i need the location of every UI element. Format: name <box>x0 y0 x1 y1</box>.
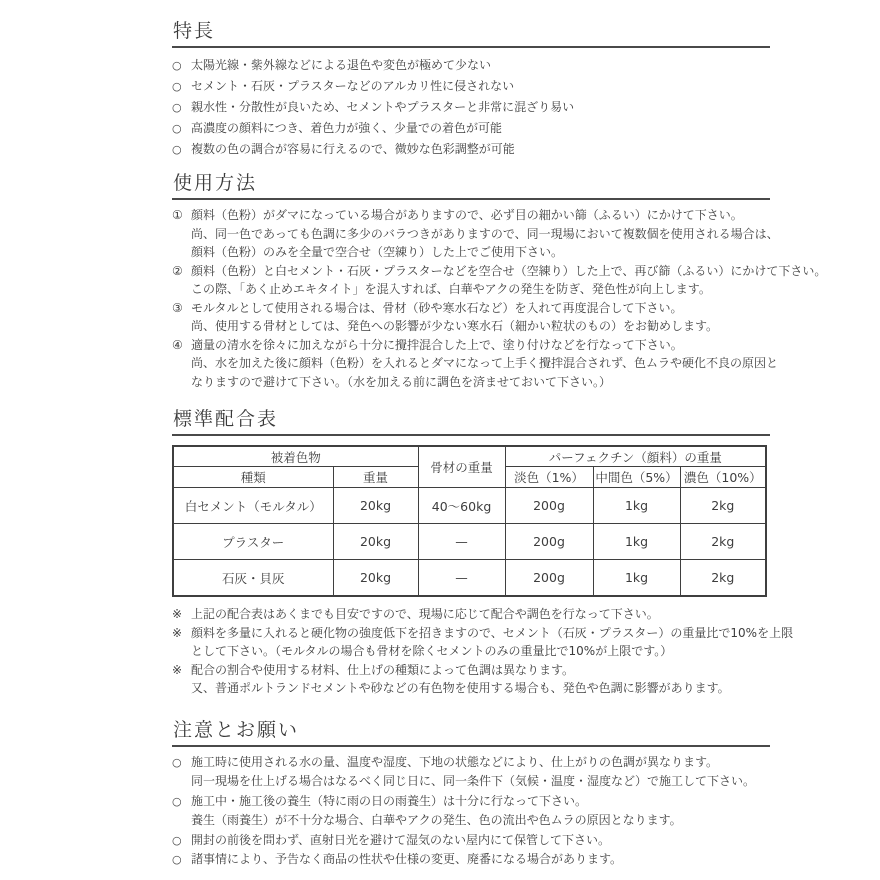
caution-text: 諸事情により、予告なく商品の性状や仕様の変更、廃番になる場合があります。 <box>191 852 623 866</box>
list-item <box>172 139 770 160</box>
note-text: 又、普通ポルトランドセメントや砂などの有色物を使用する場合も、発色や色調に影響があります。 <box>191 681 730 695</box>
section-cautions <box>172 719 770 870</box>
section-usage <box>172 172 827 391</box>
list-item <box>172 262 827 281</box>
list-item <box>172 373 770 392</box>
usage-text: 顔料（色粉）がダマになっている場合がありますので、必ず目の細かい篩（ふるい）にかけて下さい。 <box>191 208 743 222</box>
cell-weight: 20kg <box>333 560 418 597</box>
circle-bullet-icon: ○ <box>172 755 182 769</box>
table-row <box>173 524 766 560</box>
indent-spacer <box>172 317 191 336</box>
cell-weight: 20kg <box>333 524 418 560</box>
list-item <box>172 317 770 336</box>
table-row <box>173 560 766 597</box>
list-item <box>172 118 770 139</box>
reference-mark-icon: ※ <box>172 607 183 621</box>
note-item <box>172 642 770 661</box>
usage-text: 尚、同一色であっても色調に多少のバラつきがありますので、同一現場において複数個を使用される場合は、 <box>191 226 779 241</box>
reference-mark-icon: ※ <box>172 662 183 677</box>
note-item <box>172 624 794 643</box>
mixing-notes <box>172 605 794 698</box>
usage-text: 適量の清水を徐々に加えながら十分に攪拌混合した上で、塗り付けなどを行なって下さい。 <box>191 337 683 352</box>
list-item <box>172 831 770 851</box>
table-row <box>173 488 766 524</box>
note-text: 配合の割合や使用する材料、仕上げの種類によって色調は異なります。 <box>191 662 575 677</box>
feature-text: 親水性・分散性が良いため、セメントやプラスターと非常に混ざり易い <box>191 100 575 114</box>
list-item <box>172 206 770 225</box>
indent-spacer <box>172 280 191 299</box>
list-item <box>172 792 770 812</box>
note-text: として下さい。（モルタルの場合も骨材を除くセメントのみの重量比で10%が上限です。） <box>191 644 673 658</box>
circle-bullet-icon: ○ <box>172 80 182 93</box>
list-item <box>172 280 770 299</box>
note-text: 上記の配合表はあくまでも目安ですので、現場に応じて配合や調色を行なって下さい。 <box>191 607 659 621</box>
usage-text: なりますので避けて下さい。（水を加える前に調色を済ませておいて下さい。） <box>191 374 612 389</box>
step-number: ④ <box>172 337 183 352</box>
list-item <box>172 243 770 262</box>
cell-medium: 1kg <box>593 560 680 597</box>
circle-bullet-icon: ○ <box>172 853 182 866</box>
circle-bullet-icon: ○ <box>172 122 182 135</box>
col-header-colored-object: 被着色物 <box>173 446 418 467</box>
cell-medium: 1kg <box>593 524 680 560</box>
indent-spacer <box>172 679 191 698</box>
list-item <box>172 55 770 76</box>
cell-type: プラスター <box>173 524 333 560</box>
cell-medium: 1kg <box>593 488 680 524</box>
indent-spacer <box>172 243 191 262</box>
cell-light: 200g <box>505 524 593 560</box>
caution-text: 開封の前後を問わず、直射日光を避けて湿気のない屋内にて保管して下さい。 <box>191 832 611 847</box>
indent-spacer <box>172 225 191 244</box>
list-item <box>172 354 779 373</box>
reference-mark-icon: ※ <box>172 625 183 640</box>
section-features <box>172 20 770 160</box>
step-number: ② <box>172 263 183 278</box>
indent-spacer <box>172 373 191 392</box>
features-title: 特長 <box>172 20 770 48</box>
cell-light: 200g <box>505 560 593 597</box>
caution-text: 施工時に使用される水の量、温度や湿度、下地の状態などにより、仕上がりの色調が異なります。 <box>191 754 719 769</box>
circle-bullet-icon: ○ <box>172 59 182 72</box>
caution-text: 養生（雨養生）が不十分な場合、白華やアクの発生、色の流出や色ムラの原因となります。 <box>191 813 682 827</box>
cell-weight: 20kg <box>333 488 418 524</box>
col-header-pigment-weight: パーフェクチン（顔料）の重量 <box>505 446 766 467</box>
note-item <box>172 605 770 624</box>
feature-text: 複数の色の調合が容易に行えるので、微妙な色彩調整が可能 <box>191 142 515 156</box>
col-header-weight: 重量 <box>333 467 418 488</box>
cell-dark: 2kg <box>680 560 766 597</box>
cell-type: 石灰・貝灰 <box>173 560 333 597</box>
feature-text: 太陽光線・紫外線などによる退色や変色が極めて少ない <box>191 58 492 72</box>
list-item <box>172 850 770 870</box>
indent-spacer <box>172 642 191 661</box>
list-item <box>172 225 779 244</box>
list-item <box>172 76 770 97</box>
step-number: ① <box>172 208 183 222</box>
circle-bullet-icon: ○ <box>172 794 182 808</box>
indent-spacer <box>172 772 191 792</box>
list-item <box>172 753 770 773</box>
cell-aggregate: — <box>418 524 505 560</box>
col-header-type: 種類 <box>173 467 333 488</box>
usage-title: 使用方法 <box>172 172 770 200</box>
circle-bullet-icon: ○ <box>172 143 182 156</box>
cell-light: 200g <box>505 488 593 524</box>
list-item <box>172 811 770 831</box>
cell-type: 白セメント（モルタル） <box>173 488 333 524</box>
feature-text: 高濃度の顔料につき、着色力が強く、少量での着色が可能 <box>191 121 503 135</box>
step-number: ③ <box>172 300 183 315</box>
usage-text: モルタルとして使用される場合は、骨材（砂や寒水石など）を入れて再度混合して下さい。 <box>191 300 683 315</box>
cell-aggregate: 40～60kg <box>418 488 505 524</box>
features-list <box>172 55 770 160</box>
list-item <box>172 97 770 118</box>
cell-dark: 2kg <box>680 488 766 524</box>
list-item <box>172 336 770 355</box>
list-item <box>172 772 770 792</box>
note-text: 顔料を多量に入れると硬化物の強度低下を招きますので、セメント（石灰・プラスター）の重量比で10%を上限 <box>191 625 794 640</box>
list-item <box>172 299 770 318</box>
caution-text: 施工中・施工後の養生（特に雨の日の雨養生）は十分に行なって下さい。 <box>191 793 588 808</box>
note-item <box>172 679 770 698</box>
cell-dark: 2kg <box>680 524 766 560</box>
cautions-list <box>172 753 770 870</box>
mixing-title: 標準配合表 <box>172 408 770 436</box>
circle-bullet-icon: ○ <box>172 101 182 114</box>
usage-text: 尚、水を加えた後に顔料（色粉）を入れるとダマになって上手く攪拌混合されず、色ムラや硬化不良の原因と <box>191 356 779 370</box>
usage-text: この際、「あく止めエキタイト」を混入すれば、白華やアクの発生を防ぎ、発色性が向上します。 <box>191 282 711 296</box>
col-header-light: 淡色（1%） <box>505 467 593 488</box>
col-header-dark: 濃色（10%） <box>680 467 766 488</box>
circle-bullet-icon: ○ <box>172 833 182 847</box>
usage-text: 顔料（色粉）と白セメント・石灰・プラスターなどを空合せ（空練り）した上で、再び篩（ふるい）にかけて下さい。 <box>191 263 827 278</box>
section-mixing-table <box>172 408 794 698</box>
usage-text: 尚、使用する骨材としては、発色への影響が少ない寒水石（細かい粒状のもの）をお勧めします。 <box>191 319 719 333</box>
caution-text: 同一現場を仕上げる場合はなるべく同じ日に、同一条件下（気候・温度・湿度など）で施工して下さい。 <box>191 774 756 788</box>
col-header-aggregate-weight: 骨材の重量 <box>418 446 505 488</box>
indent-spacer <box>172 354 191 373</box>
cell-aggregate: — <box>418 560 505 597</box>
col-header-medium: 中間色（5%） <box>593 467 680 488</box>
cautions-title: 注意とお願い <box>172 719 770 747</box>
usage-text: 顔料（色粉）のみを全量で空合せ（空練り）した上でご使用下さい。 <box>191 245 564 259</box>
mixing-table <box>172 445 767 597</box>
usage-list <box>172 206 827 391</box>
feature-text: セメント・石灰・プラスターなどのアルカリ性に侵されない <box>191 79 515 93</box>
indent-spacer <box>172 811 191 831</box>
note-item <box>172 661 770 680</box>
